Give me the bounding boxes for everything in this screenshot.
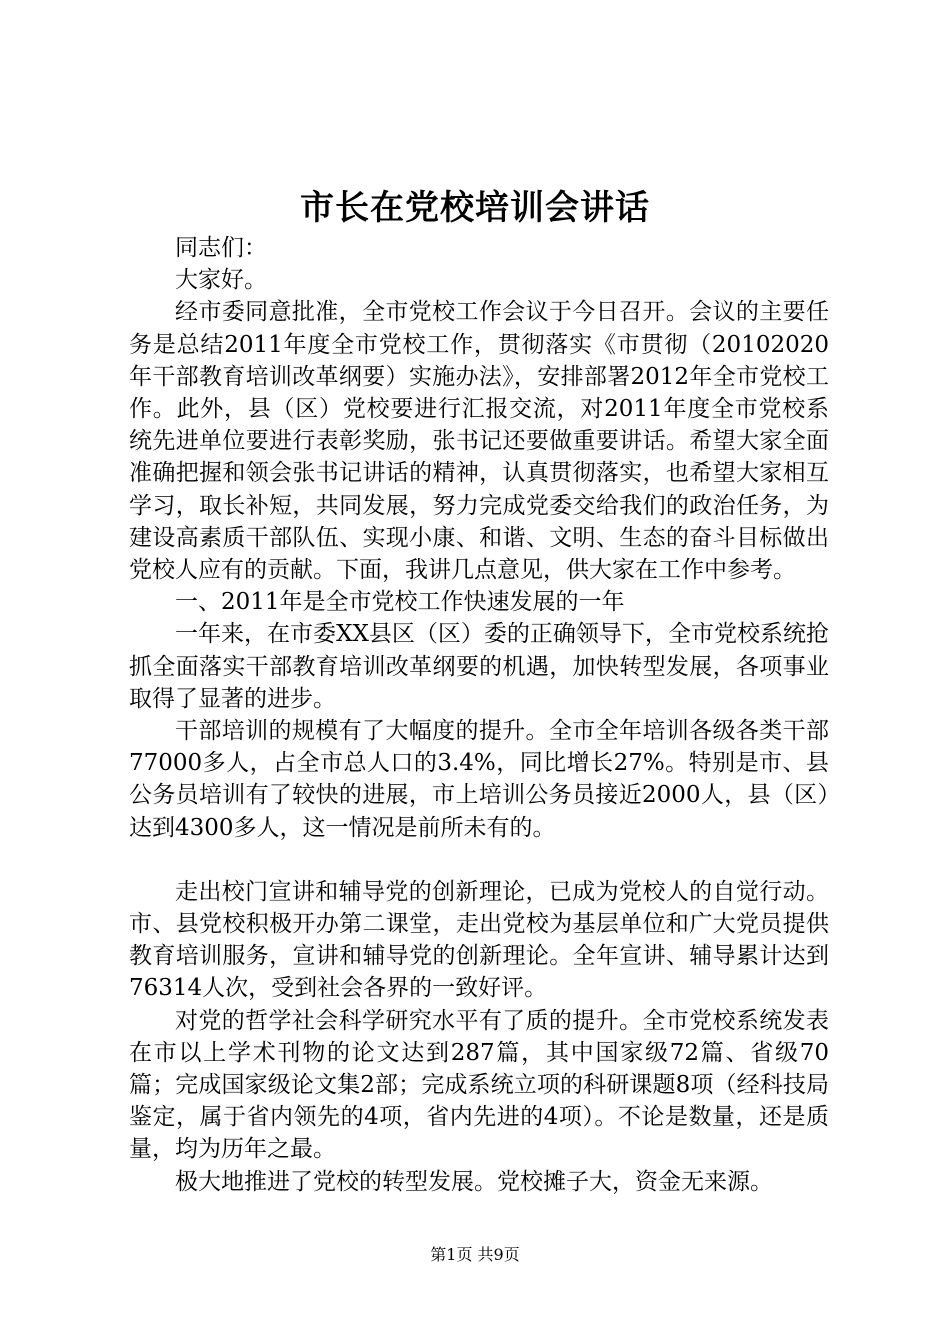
- greeting: 大家好。: [175, 267, 267, 294]
- paragraph-transformation: 极大地推进了党校的转型发展。党校摊子大，资金无来源。: [175, 1168, 773, 1195]
- salutation: 同志们：: [175, 235, 267, 261]
- paragraph-outreach: 走出校门宣讲和辅导党的创新理论，已成为党校人的自觉行动。市、县党校积极开办第二课堂，走出党校为基层单位和广大党员提供教育培训服务，宣讲和辅导党的创新理论。全年宣讲、辅导累计达到76314人次，受到社会各界的一致好评。: [129, 878, 829, 1002]
- paragraph-research: 对党的哲学社会科学研究水平有了质的提升。全市党校系统发表在市以上学术刊物的论文达到287篇，其中国家级72篇、省级70篇；完成国家级论文集2部；完成系统立项的科研课题8项（经科技局鉴定，属于省内领先的4项，省内先进的4项）。不论是数量，还是质量，均为历年之最。: [129, 1007, 829, 1163]
- section-heading-1: 一、2011年是全市党校工作快速发展的一年: [175, 589, 625, 616]
- paragraph-training-scale: 干部培训的规模有了大幅度的提升。全市全年培训各级各类干部77000多人，占全市总人口的3.4%，同比增长27%。特别是市、县公务员培训有了较快的进展，市上培训公务员接近2000人，县（区）达到4300多人，这一情况是前所未有的。: [129, 718, 829, 841]
- paragraph-overview: 一年来，在市委XX县区（区）委的正确领导下，全市党校系统抢抓全面落实干部教育培训改革纲要的机遇，加快转型发展，各项事业取得了显著的进步。: [129, 621, 829, 712]
- paragraph-intro: 经市委同意批准，全市党校工作会议于今日召开。会议的主要任务是总结2011年度全市党校工作，贯彻落实《市贯彻（20102020年干部教育培训改革纲要）实施办法》，安排部署2012年全市党校工作。此外，县（区）党校要进行汇报交流，对2011年度全市党校系统先进单位要进行表彰奖励，张书记还要做重要讲话。希望大家全面准确把握和领会张书记讲话的精神，认真贯彻落实，也希望大家相互学习，取长补短，共同发展，努力完成党委交给我们的政治任务，为建设高素质干部队伍、实现小康、和谐、文明、生态的奋斗目标做出党校人应有的贡献。下面，我讲几点意见，供大家在工作中参考。: [129, 299, 829, 584]
- document-body: [129, 232, 829, 1198]
- document-title: 市长在党校培训会讲话: [300, 188, 650, 228]
- page-number-footer: 第1页 共9页: [430, 1245, 520, 1264]
